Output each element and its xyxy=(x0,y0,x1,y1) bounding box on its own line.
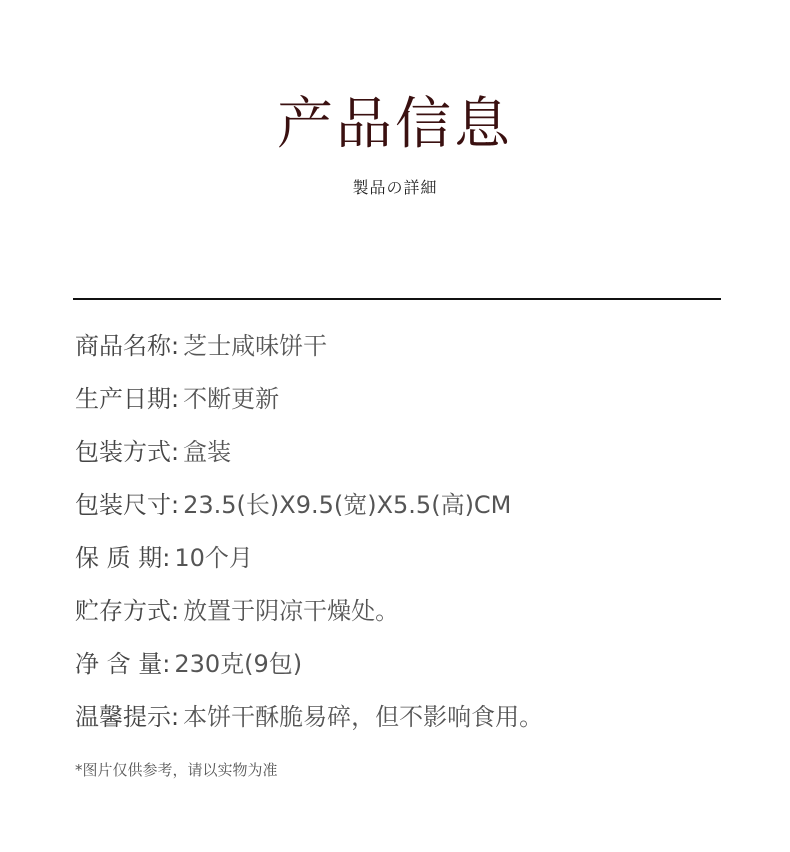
info-colon: : xyxy=(171,703,180,731)
info-colon: : xyxy=(171,491,180,519)
info-row-package-size xyxy=(75,479,735,532)
info-row-packaging xyxy=(75,426,735,479)
info-value: 不断更新 xyxy=(183,385,280,413)
info-value: 230克(9包) xyxy=(174,650,303,678)
info-value: 盒装 xyxy=(183,438,232,466)
info-label: 商品名称 xyxy=(75,332,171,360)
info-row-shelf-life xyxy=(75,532,735,585)
info-row-storage xyxy=(75,585,735,638)
info-label: 包装尺寸 xyxy=(75,491,171,519)
info-value: 本饼干酥脆易碎，但不影响食用。 xyxy=(183,703,544,731)
info-label: 净 含 量 xyxy=(75,650,163,678)
info-label: 贮存方式 xyxy=(75,597,171,625)
divider xyxy=(73,298,721,300)
info-colon: : xyxy=(171,597,180,625)
page-title: 产品信息 xyxy=(277,92,513,157)
info-row-production-date xyxy=(75,373,735,426)
info-value: 10个月 xyxy=(174,544,253,572)
info-colon: : xyxy=(162,544,171,572)
info-value: 放置于阴凉干燥处。 xyxy=(183,597,400,625)
info-colon: : xyxy=(162,650,171,678)
info-value: 芝士咸味饼干 xyxy=(183,332,328,360)
info-label: 生产日期 xyxy=(75,385,171,413)
info-colon: : xyxy=(171,438,180,466)
info-label: 保 质 期 xyxy=(75,544,163,572)
info-colon: : xyxy=(171,332,180,360)
product-info-list xyxy=(75,320,735,744)
info-label: 温馨提示 xyxy=(75,703,171,731)
info-label: 包装方式 xyxy=(75,438,171,466)
info-row-product-name xyxy=(75,320,735,373)
info-colon: : xyxy=(171,385,180,413)
info-row-net-weight xyxy=(75,638,735,691)
page-subtitle: 製品の詳細 xyxy=(352,178,438,197)
footnote: *图片仅供参考，请以实物为准 xyxy=(75,761,278,779)
info-value: 23.5(长)X9.5(宽)X5.5(高)CM xyxy=(183,491,512,519)
info-row-tips xyxy=(75,691,735,744)
